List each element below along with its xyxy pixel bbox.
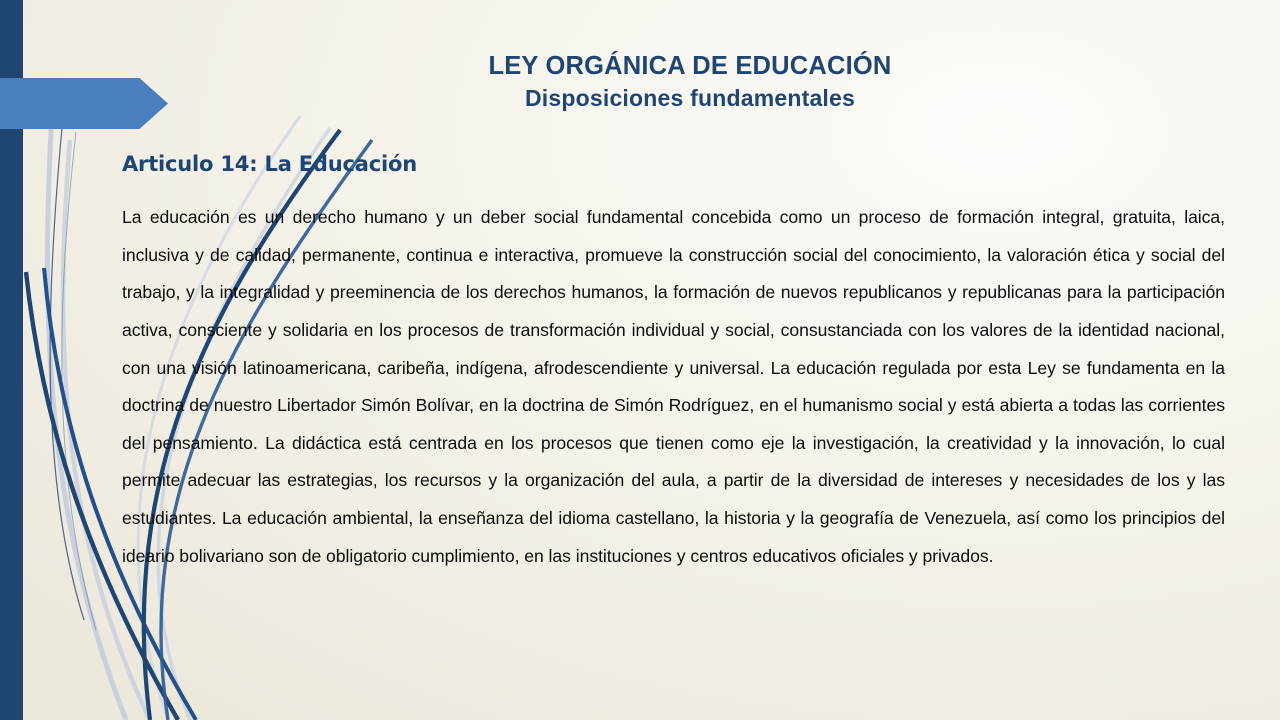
title-secondary: Disposiciones fundamentales [524, 84, 856, 111]
curve-pale-1 [48, 112, 126, 720]
curve-hairline-2 [62, 132, 96, 630]
title-primary: LEY ORGÁNICA DE EDUCACIÓN [488, 52, 892, 80]
body-paragraph: La educación es un derecho humano y un deber social fundamental concebida como un proceso de formación integral, gratuita, laica, inclusiva y de calidad, permanente, continua e interactiva, promueve la construcción social del conocimiento, la valoración ética y social del trabajo, y la integralidad y preeminencia de los derechos humanos, la formación de nuevos republicanos y republicanas para la participación activa, consciente y solidaria en los procesos de transformación individual y social, consustanciada con los valores de la identidad nacional, con una visión latinoamericana, caribeña, indígena, afrodescendiente y universal. La educación regulada por esta Ley se fundamenta en la doctrina de nuestro Libertador Simón Bolívar, en la doctrina de Simón Rodríguez, en el humanismo social y está abierta a todas las corrientes del pensamiento. La didáctica está centrada en los procesos que tienen como eje la investigación, la creatividad y la innovación, lo cual permite adecuar las estrategias, los recursos y la organización del aula, a partir de la diversidad de intereses y necesidades de los y las estudiantes. La educación ambiental, la enseñanza del idioma castellano, la historia y la geografía de Venezuela, así como los principios del ideario bolivariano son de obligatorio cumplimiento, en las instituciones y centros educativos oficiales y privados. [122, 207, 1225, 566]
arrow-banner-shape [0, 78, 168, 129]
section-heading: Articulo 14: La Educación [122, 152, 417, 176]
slide-title [180, 50, 1200, 114]
curve-hairline-1 [50, 128, 84, 620]
content-area [122, 152, 1225, 575]
